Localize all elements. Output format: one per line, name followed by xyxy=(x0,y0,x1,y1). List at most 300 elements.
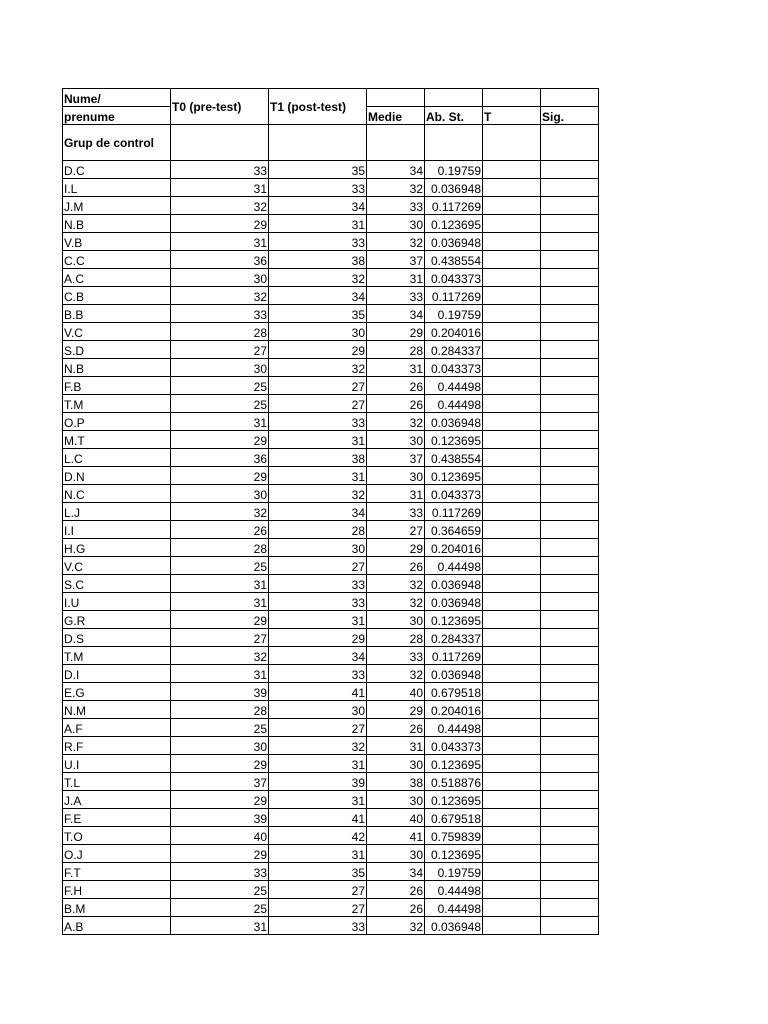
row-ab-st-cell: 0.438554 xyxy=(425,251,483,269)
row-t-cell xyxy=(483,665,541,683)
row-sig-cell xyxy=(541,215,599,233)
row-t1-cell: 29 xyxy=(269,629,367,647)
row-t-cell xyxy=(483,863,541,881)
table-row xyxy=(63,323,599,341)
row-medie-cell: 31 xyxy=(367,359,425,377)
row-sig-cell xyxy=(541,611,599,629)
table-row xyxy=(63,719,599,737)
row-t-cell xyxy=(483,215,541,233)
table-row xyxy=(63,773,599,791)
row-t0-cell: 25 xyxy=(171,395,269,413)
row-sig-cell xyxy=(541,899,599,917)
header-empty-2 xyxy=(425,89,483,107)
row-sig-cell xyxy=(541,683,599,701)
row-medie-cell: 28 xyxy=(367,341,425,359)
row-name-cell: I.I xyxy=(63,521,171,539)
row-name-cell: G.R xyxy=(63,611,171,629)
row-sig-cell xyxy=(541,917,599,935)
row-t-cell xyxy=(483,179,541,197)
row-medie-cell: 37 xyxy=(367,251,425,269)
header-medie: Medie xyxy=(367,107,425,125)
row-ab-st-cell: 0.123695 xyxy=(425,431,483,449)
row-ab-st-cell: 0.123695 xyxy=(425,611,483,629)
row-sig-cell xyxy=(541,161,599,179)
row-t-cell xyxy=(483,341,541,359)
row-sig-cell xyxy=(541,467,599,485)
row-t0-cell: 29 xyxy=(171,791,269,809)
row-ab-st-cell: 0.036948 xyxy=(425,179,483,197)
row-name-cell: I.U xyxy=(63,593,171,611)
table-row xyxy=(63,593,599,611)
row-t-cell xyxy=(483,611,541,629)
table-row xyxy=(63,179,599,197)
row-t1-cell: 35 xyxy=(269,161,367,179)
row-t1-cell: 27 xyxy=(269,899,367,917)
row-medie-cell: 30 xyxy=(367,215,425,233)
row-t1-cell: 32 xyxy=(269,269,367,287)
group-empty xyxy=(541,125,599,161)
row-t0-cell: 25 xyxy=(171,881,269,899)
table-row xyxy=(63,845,599,863)
table-row xyxy=(63,197,599,215)
row-t0-cell: 31 xyxy=(171,575,269,593)
row-t1-cell: 31 xyxy=(269,467,367,485)
row-medie-cell: 33 xyxy=(367,503,425,521)
row-t-cell xyxy=(483,719,541,737)
row-t-cell xyxy=(483,647,541,665)
row-medie-cell: 31 xyxy=(367,485,425,503)
row-t0-cell: 36 xyxy=(171,449,269,467)
row-t0-cell: 32 xyxy=(171,197,269,215)
row-t0-cell: 31 xyxy=(171,413,269,431)
row-medie-cell: 30 xyxy=(367,845,425,863)
row-medie-cell: 32 xyxy=(367,593,425,611)
row-medie-cell: 27 xyxy=(367,521,425,539)
table-row xyxy=(63,575,599,593)
row-t-cell xyxy=(483,827,541,845)
row-t1-cell: 27 xyxy=(269,719,367,737)
row-name-cell: F.B xyxy=(63,377,171,395)
row-name-cell: F.T xyxy=(63,863,171,881)
row-t0-cell: 32 xyxy=(171,503,269,521)
table-row xyxy=(63,215,599,233)
row-t1-cell: 33 xyxy=(269,413,367,431)
row-medie-cell: 30 xyxy=(367,611,425,629)
row-sig-cell xyxy=(541,701,599,719)
row-name-cell: D.S xyxy=(63,629,171,647)
row-t-cell xyxy=(483,197,541,215)
row-ab-st-cell: 0.036948 xyxy=(425,593,483,611)
row-ab-st-cell: 0.043373 xyxy=(425,359,483,377)
row-t0-cell: 33 xyxy=(171,305,269,323)
row-t-cell xyxy=(483,377,541,395)
row-t1-cell: 38 xyxy=(269,251,367,269)
table-row xyxy=(63,269,599,287)
row-t1-cell: 33 xyxy=(269,575,367,593)
row-medie-cell: 26 xyxy=(367,395,425,413)
row-ab-st-cell: 0.759839 xyxy=(425,827,483,845)
row-ab-st-cell: 0.518876 xyxy=(425,773,483,791)
row-t1-cell: 29 xyxy=(269,341,367,359)
row-t1-cell: 32 xyxy=(269,359,367,377)
row-sig-cell xyxy=(541,251,599,269)
row-t-cell xyxy=(483,161,541,179)
row-sig-cell xyxy=(541,269,599,287)
row-t-cell xyxy=(483,755,541,773)
table-row xyxy=(63,359,599,377)
table-row xyxy=(63,701,599,719)
row-t-cell xyxy=(483,485,541,503)
row-t0-cell: 39 xyxy=(171,809,269,827)
row-t0-cell: 31 xyxy=(171,593,269,611)
row-t0-cell: 26 xyxy=(171,521,269,539)
row-ab-st-cell: 0.44498 xyxy=(425,377,483,395)
row-ab-st-cell: 0.043373 xyxy=(425,269,483,287)
data-table xyxy=(62,88,599,935)
row-t-cell xyxy=(483,899,541,917)
row-name-cell: J.A xyxy=(63,791,171,809)
header-empty-3 xyxy=(483,89,541,107)
group-empty xyxy=(367,125,425,161)
row-ab-st-cell: 0.117269 xyxy=(425,647,483,665)
row-medie-cell: 26 xyxy=(367,881,425,899)
table-body xyxy=(63,89,599,935)
row-ab-st-cell: 0.44498 xyxy=(425,899,483,917)
row-ab-st-cell: 0.117269 xyxy=(425,197,483,215)
row-medie-cell: 30 xyxy=(367,431,425,449)
row-ab-st-cell: 0.123695 xyxy=(425,845,483,863)
row-sig-cell xyxy=(541,665,599,683)
row-ab-st-cell: 0.117269 xyxy=(425,287,483,305)
row-sig-cell xyxy=(541,575,599,593)
row-name-cell: L.J xyxy=(63,503,171,521)
row-t1-cell: 34 xyxy=(269,647,367,665)
row-t0-cell: 29 xyxy=(171,467,269,485)
row-ab-st-cell: 0.44498 xyxy=(425,719,483,737)
row-t-cell xyxy=(483,557,541,575)
row-name-cell: A.F xyxy=(63,719,171,737)
row-ab-st-cell: 0.036948 xyxy=(425,575,483,593)
row-medie-cell: 32 xyxy=(367,413,425,431)
row-t-cell xyxy=(483,845,541,863)
row-medie-cell: 30 xyxy=(367,791,425,809)
row-medie-cell: 26 xyxy=(367,899,425,917)
row-medie-cell: 26 xyxy=(367,557,425,575)
header-t: T xyxy=(483,107,541,125)
header-empty-4 xyxy=(541,89,599,107)
group-empty xyxy=(269,125,367,161)
row-name-cell: I.L xyxy=(63,179,171,197)
row-sig-cell xyxy=(541,395,599,413)
row-t1-cell: 31 xyxy=(269,431,367,449)
header-sig: Sig. xyxy=(541,107,599,125)
row-t1-cell: 30 xyxy=(269,323,367,341)
row-t-cell xyxy=(483,809,541,827)
row-sig-cell xyxy=(541,179,599,197)
row-t-cell xyxy=(483,521,541,539)
row-ab-st-cell: 0.123695 xyxy=(425,791,483,809)
table-row xyxy=(63,305,599,323)
row-t1-cell: 34 xyxy=(269,503,367,521)
row-sig-cell xyxy=(541,305,599,323)
row-medie-cell: 31 xyxy=(367,737,425,755)
row-t1-cell: 35 xyxy=(269,305,367,323)
row-sig-cell xyxy=(541,791,599,809)
row-medie-cell: 32 xyxy=(367,575,425,593)
row-t0-cell: 25 xyxy=(171,377,269,395)
row-t0-cell: 33 xyxy=(171,161,269,179)
row-t-cell xyxy=(483,791,541,809)
row-sig-cell xyxy=(541,539,599,557)
row-medie-cell: 31 xyxy=(367,269,425,287)
header-name-bottom: prenume xyxy=(63,107,171,125)
row-medie-cell: 26 xyxy=(367,377,425,395)
row-name-cell: O.P xyxy=(63,413,171,431)
row-medie-cell: 28 xyxy=(367,629,425,647)
row-sig-cell xyxy=(541,809,599,827)
row-t0-cell: 31 xyxy=(171,665,269,683)
table-row xyxy=(63,917,599,935)
table-row xyxy=(63,863,599,881)
row-ab-st-cell: 0.44498 xyxy=(425,395,483,413)
row-t0-cell: 33 xyxy=(171,863,269,881)
row-name-cell: J.M xyxy=(63,197,171,215)
row-ab-st-cell: 0.123695 xyxy=(425,467,483,485)
row-ab-st-cell: 0.438554 xyxy=(425,449,483,467)
group-label: Grup de control xyxy=(63,125,171,161)
row-name-cell: A.B xyxy=(63,917,171,935)
row-ab-st-cell: 0.204016 xyxy=(425,539,483,557)
row-ab-st-cell: 0.679518 xyxy=(425,809,483,827)
row-name-cell: C.C xyxy=(63,251,171,269)
table-row xyxy=(63,233,599,251)
row-sig-cell xyxy=(541,341,599,359)
table-row xyxy=(63,431,599,449)
header-empty-1 xyxy=(367,89,425,107)
row-t0-cell: 32 xyxy=(171,287,269,305)
row-t0-cell: 29 xyxy=(171,431,269,449)
table-row xyxy=(63,809,599,827)
row-t1-cell: 33 xyxy=(269,233,367,251)
row-name-cell: V.C xyxy=(63,557,171,575)
row-t1-cell: 30 xyxy=(269,539,367,557)
row-medie-cell: 34 xyxy=(367,161,425,179)
row-medie-cell: 40 xyxy=(367,683,425,701)
row-t0-cell: 37 xyxy=(171,773,269,791)
row-name-cell: F.H xyxy=(63,881,171,899)
row-t-cell xyxy=(483,413,541,431)
row-t0-cell: 27 xyxy=(171,341,269,359)
row-t-cell xyxy=(483,323,541,341)
row-medie-cell: 32 xyxy=(367,665,425,683)
row-t0-cell: 29 xyxy=(171,845,269,863)
row-medie-cell: 32 xyxy=(367,179,425,197)
row-sig-cell xyxy=(541,557,599,575)
row-t1-cell: 27 xyxy=(269,377,367,395)
header-row-1 xyxy=(63,89,599,107)
row-t1-cell: 33 xyxy=(269,665,367,683)
row-t1-cell: 27 xyxy=(269,557,367,575)
row-medie-cell: 41 xyxy=(367,827,425,845)
group-row xyxy=(63,125,599,161)
row-medie-cell: 32 xyxy=(367,233,425,251)
row-name-cell: H.G xyxy=(63,539,171,557)
row-t1-cell: 42 xyxy=(269,827,367,845)
row-name-cell: A.C xyxy=(63,269,171,287)
row-sig-cell xyxy=(541,413,599,431)
row-t0-cell: 30 xyxy=(171,359,269,377)
row-ab-st-cell: 0.043373 xyxy=(425,485,483,503)
row-ab-st-cell: 0.204016 xyxy=(425,701,483,719)
row-ab-st-cell: 0.204016 xyxy=(425,323,483,341)
row-t1-cell: 41 xyxy=(269,683,367,701)
row-t-cell xyxy=(483,575,541,593)
row-t-cell xyxy=(483,359,541,377)
group-empty xyxy=(171,125,269,161)
row-medie-cell: 34 xyxy=(367,305,425,323)
row-ab-st-cell: 0.043373 xyxy=(425,737,483,755)
row-t-cell xyxy=(483,503,541,521)
row-t1-cell: 30 xyxy=(269,701,367,719)
row-t0-cell: 28 xyxy=(171,539,269,557)
table-row xyxy=(63,485,599,503)
row-sig-cell xyxy=(541,377,599,395)
header-t0: T0 (pre-test) xyxy=(171,89,269,125)
row-t0-cell: 30 xyxy=(171,269,269,287)
table-row xyxy=(63,737,599,755)
row-name-cell: N.M xyxy=(63,701,171,719)
table-row xyxy=(63,611,599,629)
row-ab-st-cell: 0.679518 xyxy=(425,683,483,701)
row-t1-cell: 31 xyxy=(269,215,367,233)
row-t0-cell: 32 xyxy=(171,647,269,665)
row-name-cell: O.J xyxy=(63,845,171,863)
row-t0-cell: 25 xyxy=(171,719,269,737)
row-sig-cell xyxy=(541,593,599,611)
row-t0-cell: 28 xyxy=(171,323,269,341)
group-empty xyxy=(425,125,483,161)
row-name-cell: D.C xyxy=(63,161,171,179)
table-row xyxy=(63,341,599,359)
row-name-cell: D.N xyxy=(63,467,171,485)
row-t0-cell: 28 xyxy=(171,701,269,719)
row-ab-st-cell: 0.123695 xyxy=(425,755,483,773)
row-t1-cell: 27 xyxy=(269,395,367,413)
row-medie-cell: 29 xyxy=(367,323,425,341)
row-medie-cell: 30 xyxy=(367,467,425,485)
row-ab-st-cell: 0.284337 xyxy=(425,341,483,359)
row-medie-cell: 33 xyxy=(367,647,425,665)
row-ab-st-cell: 0.19759 xyxy=(425,305,483,323)
table-row xyxy=(63,503,599,521)
group-empty xyxy=(483,125,541,161)
row-name-cell: U.I xyxy=(63,755,171,773)
row-medie-cell: 33 xyxy=(367,287,425,305)
row-t-cell xyxy=(483,737,541,755)
row-t1-cell: 31 xyxy=(269,611,367,629)
table-row xyxy=(63,791,599,809)
row-name-cell: T.O xyxy=(63,827,171,845)
row-name-cell: S.D xyxy=(63,341,171,359)
row-t-cell xyxy=(483,467,541,485)
row-ab-st-cell: 0.284337 xyxy=(425,629,483,647)
table-row xyxy=(63,899,599,917)
row-name-cell: F.E xyxy=(63,809,171,827)
row-name-cell: T.M xyxy=(63,395,171,413)
row-name-cell: R.F xyxy=(63,737,171,755)
row-sig-cell xyxy=(541,863,599,881)
row-t-cell xyxy=(483,593,541,611)
row-t-cell xyxy=(483,449,541,467)
row-sig-cell xyxy=(541,647,599,665)
header-t1: T1 (post-test) xyxy=(269,89,367,125)
row-name-cell: T.L xyxy=(63,773,171,791)
row-t1-cell: 38 xyxy=(269,449,367,467)
row-medie-cell: 33 xyxy=(367,197,425,215)
row-t1-cell: 33 xyxy=(269,179,367,197)
table-row xyxy=(63,395,599,413)
table-row xyxy=(63,881,599,899)
row-t1-cell: 39 xyxy=(269,773,367,791)
row-t0-cell: 30 xyxy=(171,485,269,503)
row-medie-cell: 29 xyxy=(367,701,425,719)
row-name-cell: E.G xyxy=(63,683,171,701)
row-ab-st-cell: 0.364659 xyxy=(425,521,483,539)
row-t0-cell: 27 xyxy=(171,629,269,647)
row-t-cell xyxy=(483,395,541,413)
table-row xyxy=(63,755,599,773)
row-t0-cell: 31 xyxy=(171,233,269,251)
row-sig-cell xyxy=(541,485,599,503)
row-medie-cell: 40 xyxy=(367,809,425,827)
row-t1-cell: 33 xyxy=(269,917,367,935)
table-row xyxy=(63,377,599,395)
row-t0-cell: 30 xyxy=(171,737,269,755)
row-t-cell xyxy=(483,251,541,269)
row-sig-cell xyxy=(541,719,599,737)
row-t0-cell: 40 xyxy=(171,827,269,845)
row-sig-cell xyxy=(541,503,599,521)
row-sig-cell xyxy=(541,737,599,755)
row-medie-cell: 26 xyxy=(367,719,425,737)
row-ab-st-cell: 0.44498 xyxy=(425,881,483,899)
row-sig-cell xyxy=(541,359,599,377)
row-ab-st-cell: 0.44498 xyxy=(425,557,483,575)
row-sig-cell xyxy=(541,197,599,215)
row-name-cell: B.M xyxy=(63,899,171,917)
row-t-cell xyxy=(483,305,541,323)
row-sig-cell xyxy=(541,755,599,773)
row-name-cell: C.B xyxy=(63,287,171,305)
table-row xyxy=(63,557,599,575)
row-t1-cell: 34 xyxy=(269,287,367,305)
row-t-cell xyxy=(483,233,541,251)
row-t1-cell: 31 xyxy=(269,791,367,809)
row-medie-cell: 38 xyxy=(367,773,425,791)
header-name-top: Nume/ xyxy=(63,89,171,107)
row-t-cell xyxy=(483,773,541,791)
row-name-cell: N.C xyxy=(63,485,171,503)
row-sig-cell xyxy=(541,827,599,845)
table-row xyxy=(63,251,599,269)
row-t0-cell: 29 xyxy=(171,215,269,233)
row-t1-cell: 31 xyxy=(269,845,367,863)
row-t0-cell: 31 xyxy=(171,917,269,935)
table-row xyxy=(63,647,599,665)
row-t0-cell: 29 xyxy=(171,611,269,629)
row-sig-cell xyxy=(541,431,599,449)
table-row xyxy=(63,413,599,431)
